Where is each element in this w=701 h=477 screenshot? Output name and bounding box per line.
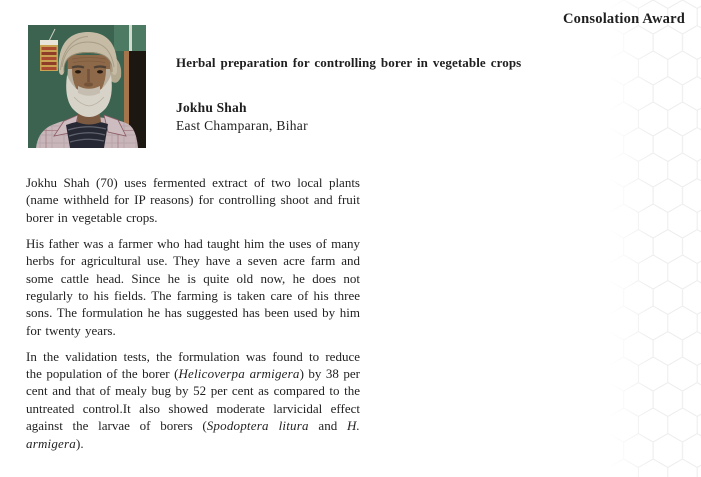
honeycomb-pattern [609, 0, 701, 477]
paragraph-intro: Jokhu Shah (70) uses fermented extract of two local plants (name withheld for IP reasons) for controlling shoot and fruit borer in vegetable crops. [26, 175, 360, 225]
paragraph-background: His father was a farmer who had taught him the uses of many herbs for agricultural use. They have a seven acre farm and some cattle head. Since he is quite old now, he does not regularly to his fields. The farming is taken care of his three sons. The formulation he has suggested has been used by him for twenty years. [26, 235, 360, 338]
photo-doorframe-highlight [129, 25, 132, 51]
award-label: Consolation Award [563, 11, 685, 27]
page-title: Herbal preparation for controlling borer in vegetable crops [176, 55, 522, 70]
byline [176, 99, 308, 134]
innovator-location: East Champaran, Bihar [176, 117, 308, 133]
innovator-photo [28, 25, 146, 148]
paragraph-validation: In the validation tests, the formulation was found to reduce the population of the borer (Helicoverpa armigera) by 38 per cent and that of mealy bug by 52 per cent as compared to the untreated control.It also showed moderate larvicidal effect against the larvae of borers (Spodoptera litura and H. armigera). [26, 348, 360, 451]
innovator-name: Jokhu Shah [176, 100, 247, 115]
article-body [26, 174, 360, 461]
